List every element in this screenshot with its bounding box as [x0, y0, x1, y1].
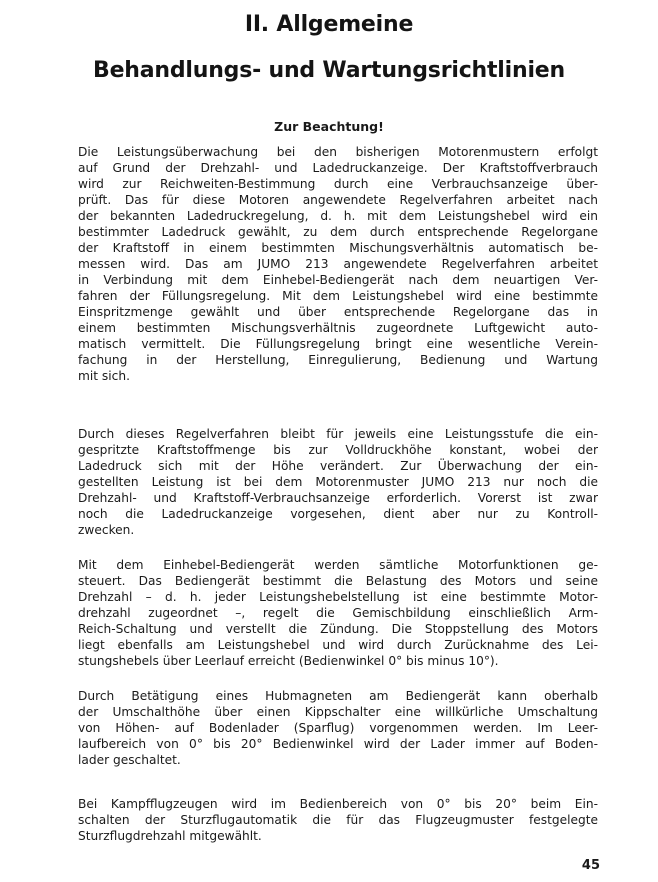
paragraph-3	[78, 557, 598, 669]
paragraph-line: zwecken.	[78, 523, 135, 537]
paragraph-line: auf Grund der Drehzahl- und Ladedruckanzeige. Der Kraftstoffverbrauch	[78, 161, 598, 175]
paragraph-line: Durch dieses Regelverfahren bleibt für jeweils eine Leistungsstufe die ein-	[78, 427, 598, 441]
paragraph-line: lader geschaltet.	[78, 753, 181, 767]
paragraph-2	[78, 426, 598, 538]
paragraph-line: mit sich.	[78, 369, 130, 383]
paragraph-line: der bekannten Ladedruckregelung, d. h. mit dem Leistungshebel wird ein	[78, 209, 598, 223]
paragraph-1	[78, 144, 598, 384]
paragraph-line: messen wird. Das am JUMO 213 angewendete Regelverfahren arbeitet	[78, 257, 598, 271]
paragraph-line: der Kraftstoff in einem bestimmten Mischungsverhältnis automatisch be-	[78, 241, 598, 255]
paragraph-line: in Verbindung mit dem Einhebel-Bediengerät nach dem neuartigen Ver-	[78, 273, 598, 287]
paragraph-line: gestellten Leistung ist bei dem Motorenmuster JUMO 213 nur noch die	[78, 475, 598, 489]
paragraph-line: Einspritzmenge gewählt und über entsprechende Regelorgane das in	[78, 305, 598, 319]
paragraph-line: Bei Kampfflugzeugen wird im Bedienbereich von 0° bis 20° beim Ein-	[78, 797, 598, 811]
paragraph-5	[78, 796, 598, 844]
paragraph-line: laufbereich von 0° bis 20° Bedienwinkel wird der Lader immer auf Boden-	[78, 737, 598, 751]
paragraph-line: drehzahl zugeordnet –, regelt die Gemischbildung einschließlich Arm-	[78, 606, 598, 620]
paragraph-line: Durch Betätigung eines Hubmagneten am Bediengerät kann oberhalb	[78, 689, 598, 703]
paragraph-line: fachung in der Herstellung, Einregulierung, Bedienung und Wartung	[78, 353, 598, 367]
paragraph-line: bestimmter Ladedruck gewählt, zu dem durch entsprechende Regelorgane	[78, 225, 598, 239]
paragraph-line: matisch vermittelt. Die Füllungsregelung bringt eine wesentliche Verein-	[78, 337, 598, 351]
paragraph-line: Drehzahl – d. h. jeder Leistungshebelstellung ist eine bestimmte Motor-	[78, 590, 598, 604]
paragraph-line: wird zur Reichweiten-Bestimmung durch eine Verbrauchsanzeige über-	[78, 177, 598, 191]
paragraph-line: Reich-Schaltung und verstellt die Zündung. Die Stoppstellung des Motors	[78, 622, 598, 636]
paragraph-4	[78, 688, 598, 768]
paragraph-line: der Umschalthöhe über einen Kippschalter eine willkürliche Umschaltung	[78, 705, 598, 719]
paragraph-line: Sturzflugdrehzahl mitgewählt.	[78, 829, 262, 843]
paragraph-line: einem bestimmten Mischungsverhältnis zugeordnete Luftgewicht auto-	[78, 321, 598, 335]
paragraph-line: von Höhen- auf Bodenlader (Sparflug) vorgenommen werden. Im Leer-	[78, 721, 598, 735]
page-title-line-2: Behandlungs- und Wartungsrichtlinien	[93, 58, 565, 83]
paragraph-line: gespritzte Kraftstoffmenge bis zur Volldruckhöhe konstant, wobei der	[78, 443, 598, 457]
page-title-line-1: II. Allgemeine	[244, 12, 414, 37]
page-number: 45	[581, 858, 600, 873]
paragraph-line: Die Leistungsüberwachung bei den bisherigen Motorenmustern erfolgt	[78, 145, 598, 159]
paragraph-line: fahren der Füllungsregelung. Mit dem Leistungshebel wird eine bestimmte	[78, 289, 598, 303]
paragraph-line: stungshebels über Leerlauf erreicht (Bedienwinkel 0° bis minus 10°).	[78, 654, 499, 668]
paragraph-line: Ladedruck sich mit der Höhe verändert. Zur Überwachung der ein-	[78, 459, 598, 473]
paragraph-line: schalten der Sturzflugautomatik die für das Flugzeugmuster festgelegte	[78, 813, 598, 827]
paragraph-line: prüft. Das für diese Motoren angewendete Regelverfahren arbeitet nach	[78, 193, 598, 207]
paragraph-line: liegt ebenfalls am Leistungshebel und wird durch Zurücknahme des Lei-	[78, 638, 598, 652]
notice-heading: Zur Beachtung!	[274, 119, 384, 134]
paragraph-line: Mit dem Einhebel-Bediengerät werden sämtliche Motorfunktionen ge-	[78, 558, 598, 572]
paragraph-line: steuert. Das Bediengerät bestimmt die Belastung des Motors und seine	[78, 574, 598, 588]
paragraph-line: noch die Ladedruckanzeige vorgesehen, dient aber nur zu Kontroll-	[78, 507, 598, 521]
paragraph-line: Drehzahl- und Kraftstoff-Verbrauchsanzeige erforderlich. Vorerst ist zwar	[78, 491, 598, 505]
